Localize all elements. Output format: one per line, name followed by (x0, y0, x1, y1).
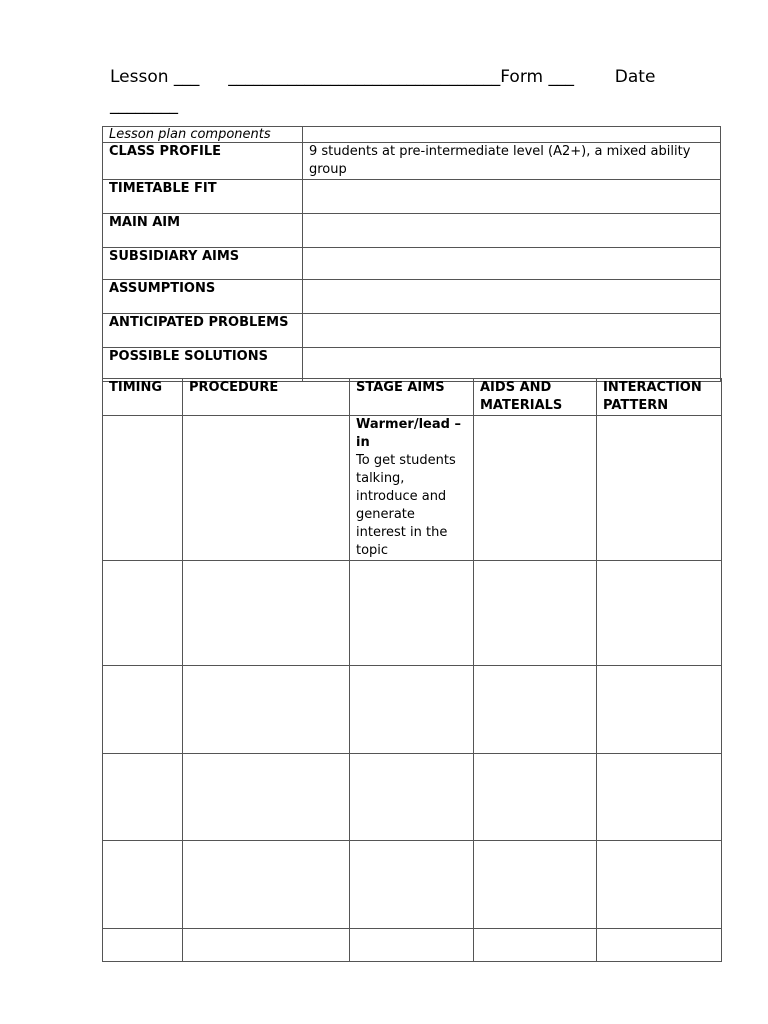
cell-procedure[interactable] (183, 841, 350, 929)
profile-value[interactable] (303, 127, 721, 143)
cell-timing[interactable] (103, 754, 183, 841)
cell-stage-aims[interactable] (350, 561, 474, 666)
table-row (103, 248, 721, 280)
table-row (103, 214, 721, 248)
cell-procedure[interactable] (183, 754, 350, 841)
lesson-stages-table (102, 378, 722, 962)
profile-label: Lesson plan components (103, 127, 303, 143)
col-header-timing: TIMING (103, 379, 183, 416)
table-row (103, 348, 721, 382)
table-row (103, 666, 722, 754)
profile-label: ASSUMPTIONS (103, 280, 303, 314)
stage-aim-text: To get students talking, introduce and generate interest in the topic (356, 453, 456, 558)
profile-value[interactable] (303, 180, 721, 214)
cell-aids[interactable] (474, 666, 597, 754)
table-row (103, 143, 721, 180)
cell-procedure[interactable] (183, 561, 350, 666)
cell-timing[interactable] (103, 841, 183, 929)
date-blank[interactable]: ________ (110, 95, 178, 115)
lesson-header (110, 66, 655, 88)
cell-stage-aims[interactable] (350, 841, 474, 929)
cell-timing[interactable] (103, 666, 183, 754)
table-row (103, 314, 721, 348)
col-header-procedure: PROCEDURE (183, 379, 350, 416)
lesson-label: Lesson ___ (110, 67, 200, 87)
col-header-stage-aims: STAGE AIMS (350, 379, 474, 416)
cell-procedure[interactable] (183, 666, 350, 754)
table-row (103, 127, 721, 143)
profile-value[interactable]: 9 students at pre-intermediate level (A2+), a mixed ability group (303, 143, 721, 180)
table-row (103, 280, 721, 314)
cell-aids[interactable] (474, 841, 597, 929)
profile-value[interactable] (303, 214, 721, 248)
cell-aids[interactable] (474, 929, 597, 962)
profile-label: TIMETABLE FIT (103, 180, 303, 214)
table-row (103, 929, 722, 962)
date-label: Date (614, 67, 656, 87)
cell-interaction[interactable] (597, 841, 722, 929)
profile-label: ANTICIPATED PROBLEMS (103, 314, 303, 348)
profile-label: POSSIBLE SOLUTIONS (103, 348, 303, 382)
cell-timing[interactable] (103, 561, 183, 666)
title-blank[interactable]: ________________________________ (228, 67, 501, 87)
form-label: Form ___ (500, 67, 574, 87)
cell-aids[interactable] (474, 416, 597, 561)
cell-stage-aims[interactable] (350, 416, 474, 561)
cell-interaction[interactable] (597, 416, 722, 561)
cell-timing[interactable] (103, 929, 183, 962)
table-row (103, 416, 722, 561)
lesson-profile-table (102, 126, 721, 382)
profile-label: CLASS PROFILE (103, 143, 303, 180)
stage-title: Warmer/lead –in (356, 417, 461, 450)
cell-stage-aims[interactable] (350, 754, 474, 841)
profile-label: SUBSIDIARY AIMS (103, 248, 303, 280)
table-header-row (103, 379, 722, 416)
cell-interaction[interactable] (597, 929, 722, 962)
profile-value[interactable] (303, 248, 721, 280)
table-row (103, 561, 722, 666)
table-row (103, 180, 721, 214)
cell-procedure[interactable] (183, 416, 350, 561)
cell-timing[interactable] (103, 416, 183, 561)
cell-aids[interactable] (474, 754, 597, 841)
table-row (103, 841, 722, 929)
cell-aids[interactable] (474, 561, 597, 666)
cell-interaction[interactable] (597, 754, 722, 841)
profile-label: MAIN AIM (103, 214, 303, 248)
col-header-interaction: INTERACTION PATTERN (597, 379, 722, 416)
cell-interaction[interactable] (597, 666, 722, 754)
profile-value[interactable] (303, 348, 721, 382)
cell-interaction[interactable] (597, 561, 722, 666)
col-header-aids: AIDS AND MATERIALS (474, 379, 597, 416)
profile-value[interactable] (303, 314, 721, 348)
table-row (103, 754, 722, 841)
cell-stage-aims[interactable] (350, 666, 474, 754)
cell-procedure[interactable] (183, 929, 350, 962)
profile-value[interactable] (303, 280, 721, 314)
cell-stage-aims[interactable] (350, 929, 474, 962)
